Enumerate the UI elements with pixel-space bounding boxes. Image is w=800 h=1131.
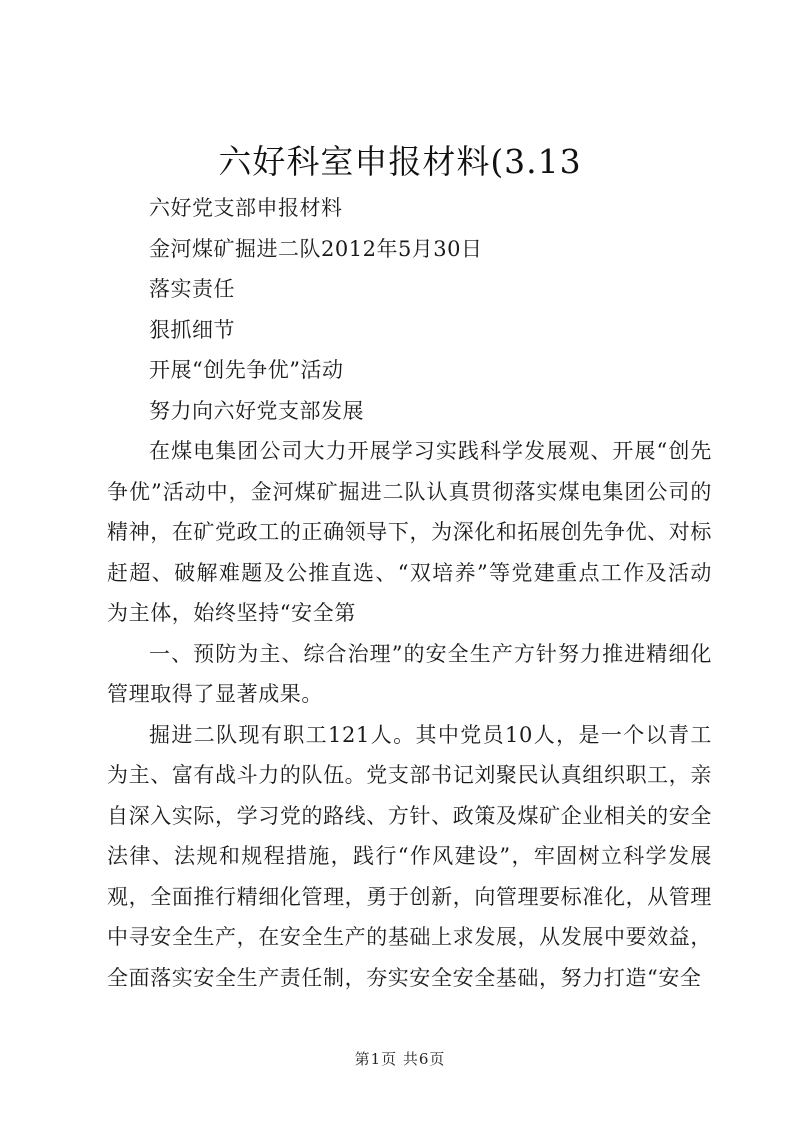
heading-line: 落实责任 xyxy=(149,277,235,301)
heading-line: 开展“创先争优”活动 xyxy=(149,358,344,382)
body-paragraph: 掘进二队现有职工121人。其中党员10人，是一个以青工为主、富有战斗力的队伍。党支部书记刘聚民认真组织职工，亲自深入实际，学习党的路线、方针、政策及煤矿企业相关的安全法律、法规和规程措施，践行“作风建设”，牢固树立科学发展观，全面推行精细化管理，勇于创新，向管理要标准化，从管理中寻安全生产，在安全生产的基础上求发展，从发展中要效益，全面落实安全生产责任制，夯实安全安全基础，努力打造“安全 xyxy=(107,722,712,990)
document-title: 六好科室申报材料(3.13 xyxy=(218,142,582,181)
page-indicator: 第1页 共6页 xyxy=(354,1050,446,1068)
body-paragraph: 在煤电集团公司大力开展学习实践科学发展观、开展“创先争优”活动中，金河煤矿掘进二队认真贯彻落实煤电集团公司的精神，在矿党政工的正确领导下，为深化和拓展创先争优、对标赶超、破解难题及公推直选、“双培养”等党建重点工作及活动为主体，始终坚持“安全第 xyxy=(107,439,712,625)
unit-date-line: 金河煤矿掘进二队2012年5月30日 xyxy=(149,236,483,261)
heading-line: 狠抓细节 xyxy=(149,317,235,342)
subtitle-line: 六好党支部申报材料 xyxy=(149,196,343,220)
body-paragraph: 一、预防为主、综合治理”的安全生产方针努力推进精细化管理取得了显著成果。 xyxy=(107,641,712,706)
document-body xyxy=(107,188,712,998)
heading-line: 努力向六好党支部发展 xyxy=(149,398,364,423)
